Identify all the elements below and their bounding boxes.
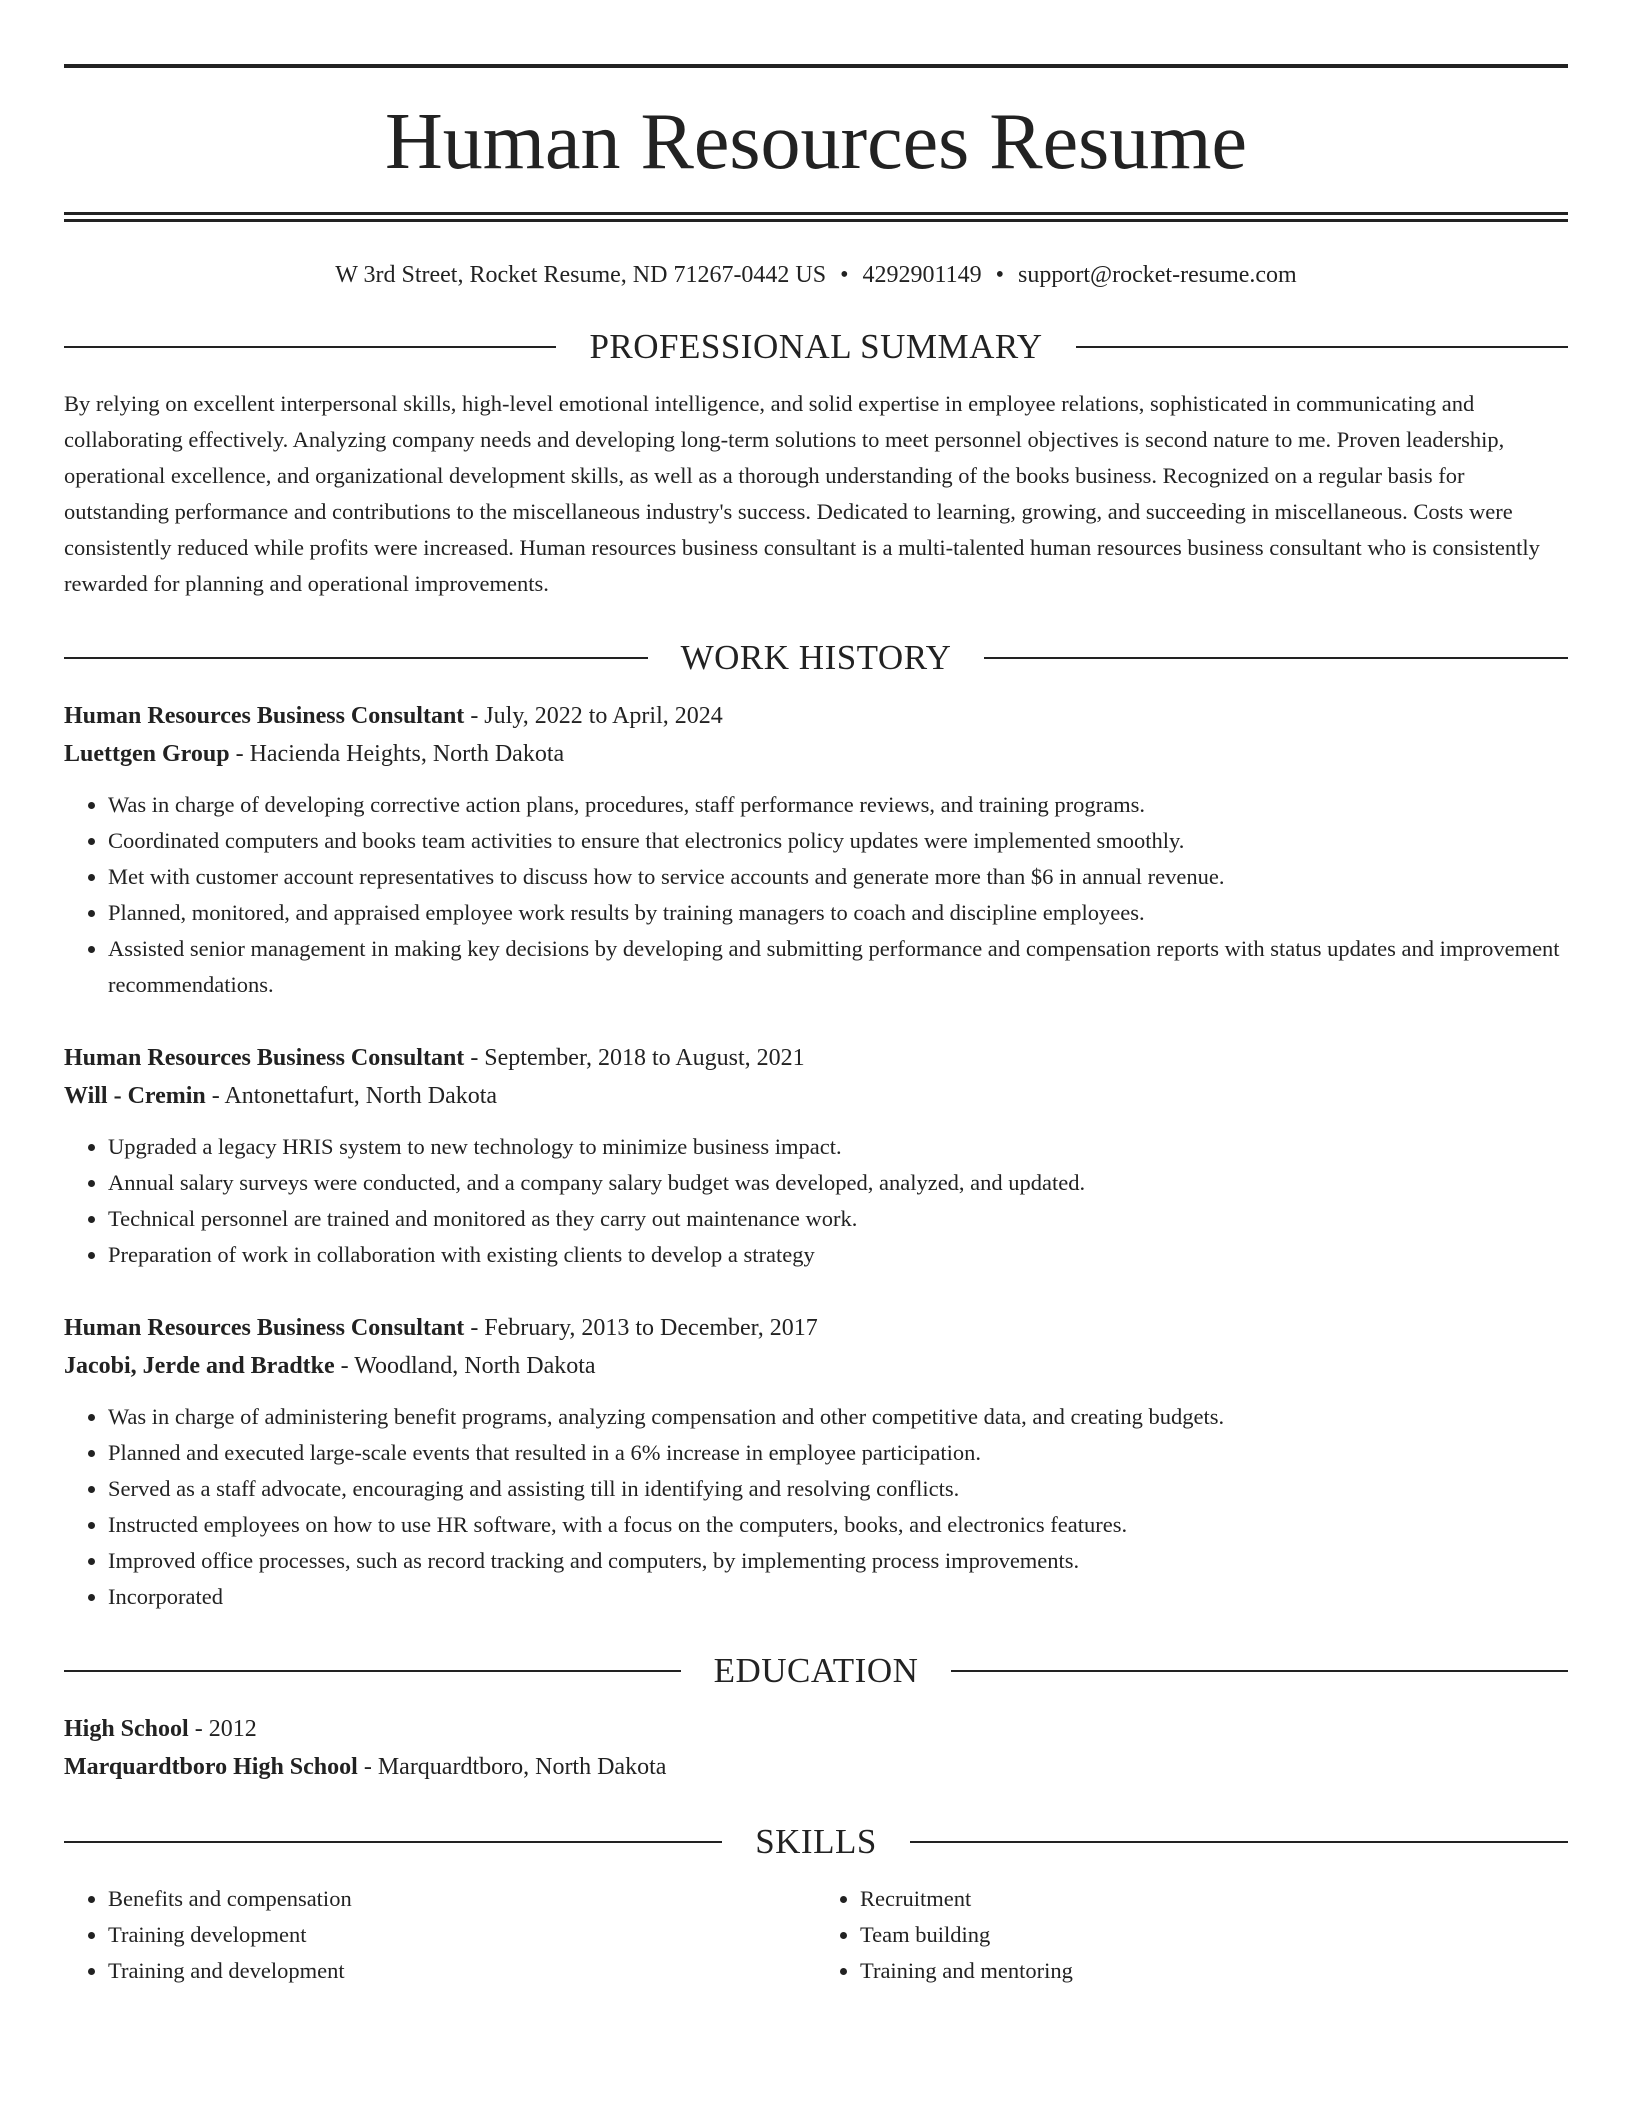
job-bullet: • Planned and executed large-scale events that resulted in a 6% increase in employee participation. (108, 1435, 1568, 1471)
heading-rule-left (64, 1841, 722, 1843)
job-title-line (64, 1039, 1568, 1077)
skill-item: • Training and development (108, 1953, 816, 1989)
job-location: - Hacienda Heights, North Dakota (229, 741, 565, 768)
summary-text: By relying on excellent interpersonal skills, high-level emotional intelligence, and solid expertise in employee relations, sophisticated in communicating and collaborating effectively. Analyzing company needs and developing long-term solutions to meet personnel objectives is second nature to me. Proven leadership, operational excellence, and organizational development skills, as well as a thorough understanding of the books business. Recognized on a regular basis for outstanding performance and contributions to the miscellaneous industry's success. Dedicated to learning, growing, and succeeding in miscellaneous. Costs were consistently reduced while profits were increased. Human resources business consultant is a multi-talented human resources business consultant who is consistently rewarded for planning and operational improvements. (64, 391, 1540, 597)
summary-title: PROFESSIONAL SUMMARY (589, 327, 1043, 367)
title-double-rule (64, 212, 1568, 222)
job-bullets (64, 1399, 1568, 1615)
education-title: EDUCATION (713, 1651, 919, 1691)
job-bullet: • Assisted senior management in making key decisions by developing and submitting performance and compensation reports with status updates and improvement recommendations. (108, 931, 1568, 1003)
job-bullets (64, 787, 1568, 1003)
job-company: Luettgen Group (64, 741, 230, 768)
heading-rule-left (64, 1670, 681, 1672)
work-heading (64, 638, 1568, 678)
job-title-line (64, 697, 1568, 735)
job-location: - Antonettafurt, North Dakota (205, 1083, 498, 1110)
phone: 4292901149 (862, 262, 982, 288)
skills-title: SKILLS (755, 1822, 877, 1862)
education-heading (64, 1651, 1568, 1691)
job-bullet: • Upgraded a legacy HRIS system to new technology to minimize business impact. (108, 1129, 1568, 1165)
skill-item: • Team building (860, 1917, 1568, 1953)
skill-item: • Training and mentoring (860, 1953, 1568, 1989)
summary-heading (64, 327, 1568, 367)
job-company-line (64, 1077, 1568, 1115)
top-rule (64, 64, 1568, 68)
heading-rule-right (951, 1670, 1568, 1672)
skills-list-right (816, 1881, 1568, 1989)
job-company-line (64, 1347, 1568, 1385)
job-bullets (64, 1129, 1568, 1273)
heading-rule-right (984, 657, 1568, 659)
separator-dot: • (840, 262, 849, 288)
heading-rule-left (64, 346, 556, 348)
job-bullet: • Planned, monitored, and appraised employee work results by training managers to coach and discipline employees. (108, 895, 1568, 931)
job-bullet: • Coordinated computers and books team activities to ensure that electronics policy updates were implemented smoothly. (108, 823, 1568, 859)
resume-page (64, 64, 1568, 1989)
job-bullet: • Incorporated (108, 1579, 1568, 1615)
job-bullet: • Met with customer account representatives to discuss how to service accounts and generate more than $6 in annual revenue. (108, 859, 1568, 895)
education-school-line (64, 1748, 1568, 1786)
heading-rule-right (1076, 346, 1568, 348)
job-entry (64, 1039, 1568, 1273)
education-degree-line (64, 1710, 1568, 1748)
resume-title: Human Resources Resume (384, 98, 1248, 186)
job-position: Human Resources Business Consultant (64, 703, 465, 730)
skills-list-left (64, 1881, 816, 1989)
skill-item: • Recruitment (860, 1881, 1568, 1917)
address: W 3rd Street, Rocket Resume, ND 71267-0442 US (335, 262, 827, 288)
job-dates: - February, 2013 to December, 2017 (464, 1315, 818, 1342)
work-title: WORK HISTORY (680, 638, 952, 678)
job-entry (64, 697, 1568, 1003)
job-bullet: • Annual salary surveys were conducted, and a company salary budget was developed, analyzed, and updated. (108, 1165, 1568, 1201)
education-degree: High School (64, 1716, 189, 1743)
education-school: Marquardtboro High School (64, 1754, 358, 1781)
skill-item: • Benefits and compensation (108, 1881, 816, 1917)
skills-columns (64, 1881, 1568, 1989)
education-location: - Marquardtboro, North Dakota (357, 1754, 667, 1781)
separator-dot: • (995, 262, 1005, 288)
job-company: Will - Cremin (64, 1083, 206, 1110)
skill-item: • Training development (108, 1917, 816, 1953)
education-year: - 2012 (188, 1716, 257, 1743)
heading-rule-left (64, 657, 648, 659)
email: support@rocket-resume.com (1018, 262, 1297, 288)
job-bullet: • Improved office processes, such as record tracking and computers, by implementing process improvements. (108, 1543, 1568, 1579)
skills-heading (64, 1822, 1568, 1862)
heading-rule-right (910, 1841, 1568, 1843)
job-dates: - July, 2022 to April, 2024 (464, 703, 723, 730)
contact-line (64, 260, 1568, 291)
job-bullet: • Preparation of work in collaboration with existing clients to develop a strategy (108, 1237, 1568, 1273)
job-title-line (64, 1309, 1568, 1347)
job-company: Jacobi, Jerde and Bradtke (64, 1353, 335, 1380)
job-bullet: • Served as a staff advocate, encouraging and assisting till in identifying and resolving conflicts. (108, 1471, 1568, 1507)
job-position: Human Resources Business Consultant (64, 1045, 465, 1072)
job-company-line (64, 735, 1568, 773)
job-dates: - September, 2018 to August, 2021 (464, 1045, 805, 1072)
job-location: - Woodland, North Dakota (334, 1353, 596, 1380)
job-bullet: • Technical personnel are trained and monitored as they carry out maintenance work. (108, 1201, 1568, 1237)
job-bullet: • Instructed employees on how to use HR software, with a focus on the computers, books, and electronics features. (108, 1507, 1568, 1543)
job-position: Human Resources Business Consultant (64, 1315, 465, 1342)
job-entry (64, 1309, 1568, 1615)
job-bullet: • Was in charge of developing corrective action plans, procedures, staff performance reviews, and training programs. (108, 787, 1568, 823)
job-bullet: • Was in charge of administering benefit programs, analyzing compensation and other competitive data, and creating budgets. (108, 1399, 1568, 1435)
